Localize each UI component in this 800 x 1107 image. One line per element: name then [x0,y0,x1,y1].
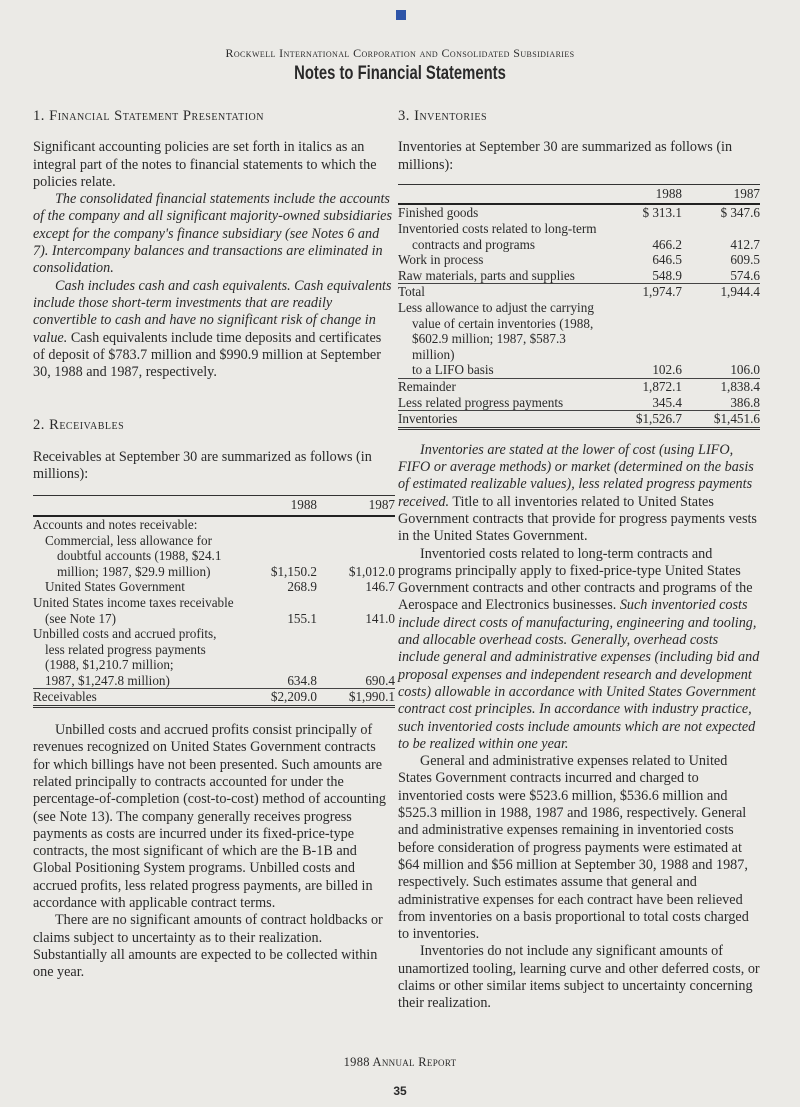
table-cell [682,221,760,237]
table-cell [604,331,682,362]
table-cell [317,626,395,642]
note3-paragraph-3: General and administrative expenses related to United States Government contracts incurred and charged to inventoried costs were $523.6 million, $536.6 million and $525.3 million in 1988, 1987 and 1986, respectively. General and administrative expenses remaining in inventoried costs before consideration of progress payments were estimated at $64 million and $56 million at September 30, 1988 and 1987, respectively. Such estimates assume that general and administrative expenses for each contract have been relieved from inventories on a basis proportional to total costs charged to inventories. [398,753,749,943]
note3-heading: 3. Inventories [398,108,488,124]
receivables-total-1988: $2,209.0 [239,689,317,707]
note1-paragraph-2: The consolidated financial statements include the accounts of the company and all significant majority-owned subsidiaries except for the company's finance subsidiary (see Notes 6 and 7). Intercompany balances and transactions are eliminated in consolidation. [33,191,392,277]
table-row-label: less related progress payments [45,641,206,657]
page-marker [396,10,406,20]
table-row-label: 1987, $1,247.8 million) [45,672,170,688]
table-cell: 102.6 [652,362,682,378]
receivables-table [33,495,395,708]
table-cell: $ 313.1 [642,205,682,221]
col-header-1988: 1988 [239,496,317,516]
table-cell [239,642,317,658]
table-cell: 141.0 [365,610,395,626]
table-cell: 412.7 [730,236,760,252]
table-total-row [33,689,395,707]
table-cell [682,300,760,316]
table-cell [682,331,760,362]
table-cell [604,300,682,316]
note3-paragraph-1-italic: Inventories are stated at the lower of cost (using LIFO, FIFO or average methods) or market (determined on the basis of estimated realizable values), less related progress payments received. [398,441,754,510]
table-row-label: Raw materials, parts and supplies [398,267,575,283]
note1-paragraph-3 [33,278,395,382]
col-header-1987: 1987 [682,184,760,204]
table-cell [239,626,317,642]
note3-paragraph-4: Inventories do not include any significant amounts of unamortized tooling, learning curve and other deferred costs, or claims or other similar items subject to uncertainty concerning their realization. [398,943,760,1012]
table-cell: 155.1 [287,610,317,626]
note1-heading: 1. Financial Statement Presentation [33,108,265,124]
table-cell: 646.5 [652,252,682,268]
table-cell [317,533,395,549]
table-row-label: Total [398,284,604,300]
note1-paragraph-3-rest: Cash equivalents include time deposits and certificates of deposit of $783.7 million and $990.9 million at September 30, 1988 and 1987, respectively. [33,329,382,381]
table-cell: 574.6 [730,267,760,283]
note2-paragraph-1: Unbilled costs and accrued profits consist principally of revenues recognized on United States Government contracts for which billings have not been presented. Such amounts are related principally to contracts accounted for under the percentage-of-completion (cost-to-cost) method of accounting (see Note 13). The company generally receives progress payments as costs are incurred under its fixed-price-type contracts, the most significant of which are the B-1B and Global Positioning System programs. Unbilled costs and accrued profits, less related progress payments, are billed in accordance with applicable contract terms. [33,722,386,912]
table-row-label: (see Note 17) [45,610,117,626]
company-name: Rockwell International Corporation and Consolidated Subsidiaries [225,46,575,60]
table-cell [239,657,317,673]
table-cell [317,657,395,673]
note3-paragraph-1 [398,442,760,546]
table-cell: 466.2 [652,236,682,252]
receivables-total-1987: $1,990.1 [317,689,395,707]
table-row-label: million; 1987, $29.9 million) [57,563,211,579]
table-row-label: Remainder [398,379,604,395]
table-header-row [398,184,760,204]
note2-paragraph-2: There are no significant amounts of contract holdbacks or claims subject to uncertainty as to their realization. Substantially all amounts are expected to be collected within one year. [33,912,383,981]
annual-report-footer: 1988 Annual Report [343,1055,457,1069]
table-cell [239,548,317,564]
inventories-total-1987: $1,451.6 [682,411,760,429]
table-row-label: to a LIFO basis [412,362,494,378]
table-cell: $ 347.6 [720,205,760,221]
inventories-total-label: Inventories [398,411,604,429]
inventories-table [398,184,760,430]
table-row-label: Finished goods [398,205,479,221]
table-row-label: Accounts and notes receivable: [33,516,198,532]
receivables-total-label: Receivables [33,689,239,707]
table-row-label: Work in process [398,252,484,268]
table-row-label: Less allowance to adjust the carrying [398,300,594,316]
note3-paragraph-2 [398,546,760,754]
table-cell [317,642,395,658]
table-row-label: United States income taxes receivable [33,594,234,610]
table-cell [239,533,317,549]
table-cell: 386.8 [730,394,760,410]
table-cell: 146.7 [365,579,395,595]
table-cell: 1,974.7 [604,284,682,300]
note2-intro: Receivables at September 30 are summarized as follows (in millions): [33,448,372,483]
table-total-row [398,411,760,429]
table-cell: 1,944.4 [682,284,760,300]
table-row-label: doubtful accounts (1988, $24.1 [57,548,222,564]
note3-paragraph-2-italic: Such inventoried costs include direct costs of manufacturing, engineering and tooling, and allocable overhead costs. Generally, overhead costs include general and administrative expenses (including bid and proposal expenses and independent research and development costs) allowable in accordance with United States Government contract cost principles. In accordance with industry practice, such inventoried costs include amounts which are not expected to be realized within one year. [398,597,760,752]
table-cell: 1,872.1 [604,379,682,395]
table-cell: 634.8 [287,672,317,688]
table-cell [317,595,395,611]
table-cell: 609.5 [730,252,760,268]
note2-heading: 2. Receivables [33,417,125,434]
right-column [398,108,760,1013]
table-cell [682,316,760,332]
table-row-label: Commercial, less allowance for [45,532,212,548]
page-number: 35 [393,1084,407,1098]
table-cell [604,221,682,237]
note1-paragraph-3-italic: Cash includes cash and cash equivalents. Cash equivalents include those short-term investments that are readily convertible to cash and have no significant risk of change in value. [33,277,392,346]
table-header-row [33,496,395,516]
table-cell [317,516,395,533]
table-cell [317,548,395,564]
table-cell: 1,838.4 [682,379,760,395]
table-row-label: (1988, $1,210.7 million; [45,657,174,673]
table-row-label: United States Government [45,579,185,595]
table-cell [604,316,682,332]
table-row-label: contracts and programs [412,236,536,252]
left-column [33,108,395,982]
table-cell: 345.4 [652,394,682,410]
page-title: Notes to Financial Statements [294,63,506,84]
table-cell: 690.4 [365,672,395,688]
note1-paragraph-1: Significant accounting policies are set forth in italics as an integral part of the notes to financial statements to which the policies relate. [33,139,377,190]
col-header-1988: 1988 [604,184,682,204]
table-cell: 106.0 [730,362,760,378]
inventories-total-1988: $1,526.7 [604,411,682,429]
table-row-label: Unbilled costs and accrued profits, [33,626,217,642]
table-row-label: Less related progress payments [398,394,564,410]
col-header-1987: 1987 [317,496,395,516]
table-cell: $1,150.2 [270,563,317,579]
table-cell: 548.9 [652,267,682,283]
table-cell [239,595,317,611]
note3-paragraph-2-plain: Inventoried costs related to long-term contracts and programs principally apply to fixed-price-type United States Government contracts and other contracts and programs of the Aerospace and Electronics businesses. [398,545,753,614]
table-cell: 268.9 [287,579,317,595]
table-row-label: $602.9 million; 1987, $587.3 million) [412,331,566,362]
table-row-label: value of certain inventories (1988, [412,315,594,331]
table-cell [239,516,317,533]
table-cell: $1,012.0 [348,563,395,579]
note3-paragraph-1-rest: Title to all inventories related to United States Government contracts that provide for progress payments vests in the United States Government. [398,493,757,545]
note3-intro: Inventories at September 30 are summarized as follows (in millions): [398,139,733,173]
table-row-label: Inventoried costs related to long-term [398,221,597,237]
